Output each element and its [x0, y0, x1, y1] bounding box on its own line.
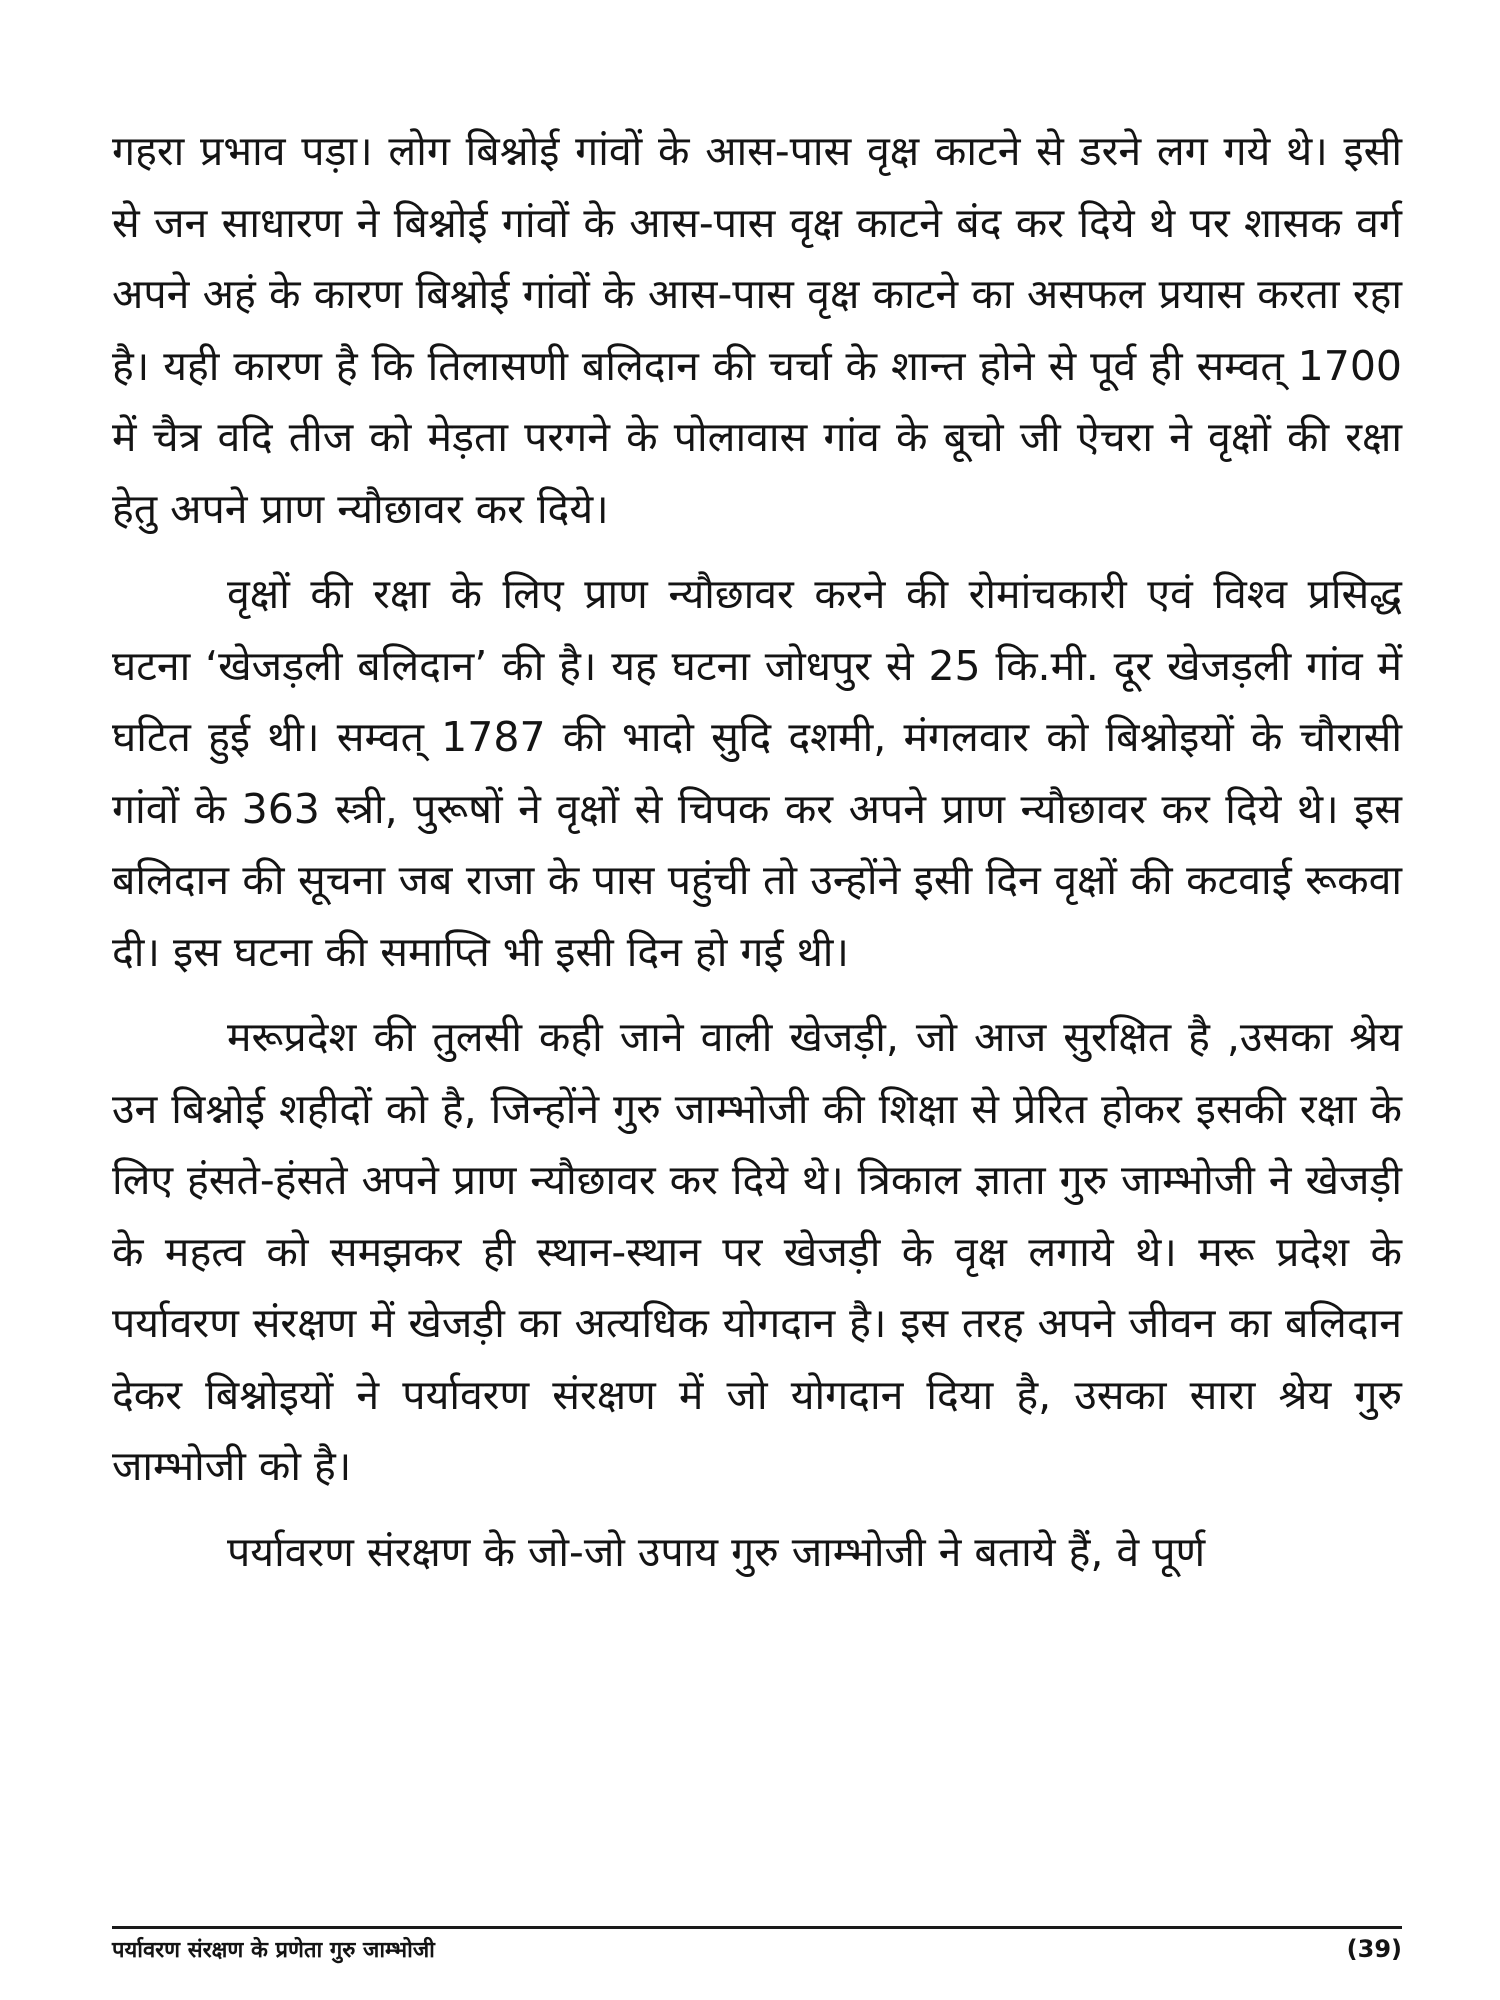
page-body	[112, 116, 1402, 1588]
paragraph-2: वृक्षों की रक्षा के लिए प्राण न्यौछावर करने की रोमांचकारी एवं विश्व प्रसिद्ध घटना ‘खेजड़ली बलिदान’ की है। यह घटना जोधपुर से 25 कि.मी. दूर खेजड़ली गांव में घटित हुई थी। सम्वत् 1787 की भादो सुदि दशमी, मंगलवार को बिश्नोइयों के चौरासी गांवों के 363 स्त्री, पुरूषों ने वृक्षों से चिपक कर अपने प्राण न्यौछावर कर दिये थे। इस बलिदान की सूचना जब राजा के पास पहुंची तो उन्होंने इसी दिन वृक्षों की कटवाई रूकवा दी। इस घटना की समाप्ति भी इसी दिन हो गई थी।	[112, 570, 1402, 976]
paragraph-3: मरूप्रदेश की तुलसी कही जाने वाली खेजड़ी, जो आज सुरक्षित है ,उसका श्रेय उन बिश्नोई शहीदों को है, जिन्होंने गुरु जाम्भोजी की शिक्षा से प्रेरित होकर इसकी रक्षा के लिए हंसते-हंसते अपने प्राण न्यौछावर कर दिये थे। त्रिकाल ज्ञाता गुरु जाम्भोजी ने खेजड़ी के महत्व को समझकर ही स्थान-स्थान पर खेजड़ी के वृक्ष लगाये थे। मरू प्रदेश के पर्यावरण संरक्षण में खेजड़ी का अत्यधिक योगदान है। इस तरह अपने जीवन का बलिदान देकर बिश्नोइयों ने पर्यावरण संरक्षण में जो योगदान दिया है, उसका सारा श्रेय गुरु जाम्भोजी को है।	[112, 1013, 1402, 1490]
footer-book-title: पर्यावरण संरक्षण के प्रणेता गुरु जाम्भोजी	[112, 1938, 435, 1963]
paragraph-1: गहरा प्रभाव पड़ा। लोग बिश्नोई गांवों के आस-पास वृक्ष काटने से डरने लग गये थे। इसी से जन साधारण ने बिश्नोई गांवों के आस-पास वृक्ष काटने बंद कर दिये थे पर शासक वर्ग अपने अहं के कारण बिश्नोई गांवों के आस-पास वृक्ष काटने का असफल प्रयास करता रहा है। यही कारण है कि तिलासणी बलिदान की चर्चा के शान्त होने से पूर्व ही सम्वत् 1700 में चैत्र वदि तीज को मेड़ता परगने के पोलावास गांव के बूचो जी ऐचरा ने वृक्षों की रक्षा हेतु अपने प्राण न्यौछावर कर दिये।	[112, 127, 1402, 533]
page-number: (39)	[1346, 1935, 1402, 1963]
footer-divider	[112, 1926, 1402, 1929]
paragraph-4: पर्यावरण संरक्षण के जो-जो उपाय गुरु जाम्भोजी ने बताये हैं, वे पूर्ण	[227, 1527, 1206, 1576]
